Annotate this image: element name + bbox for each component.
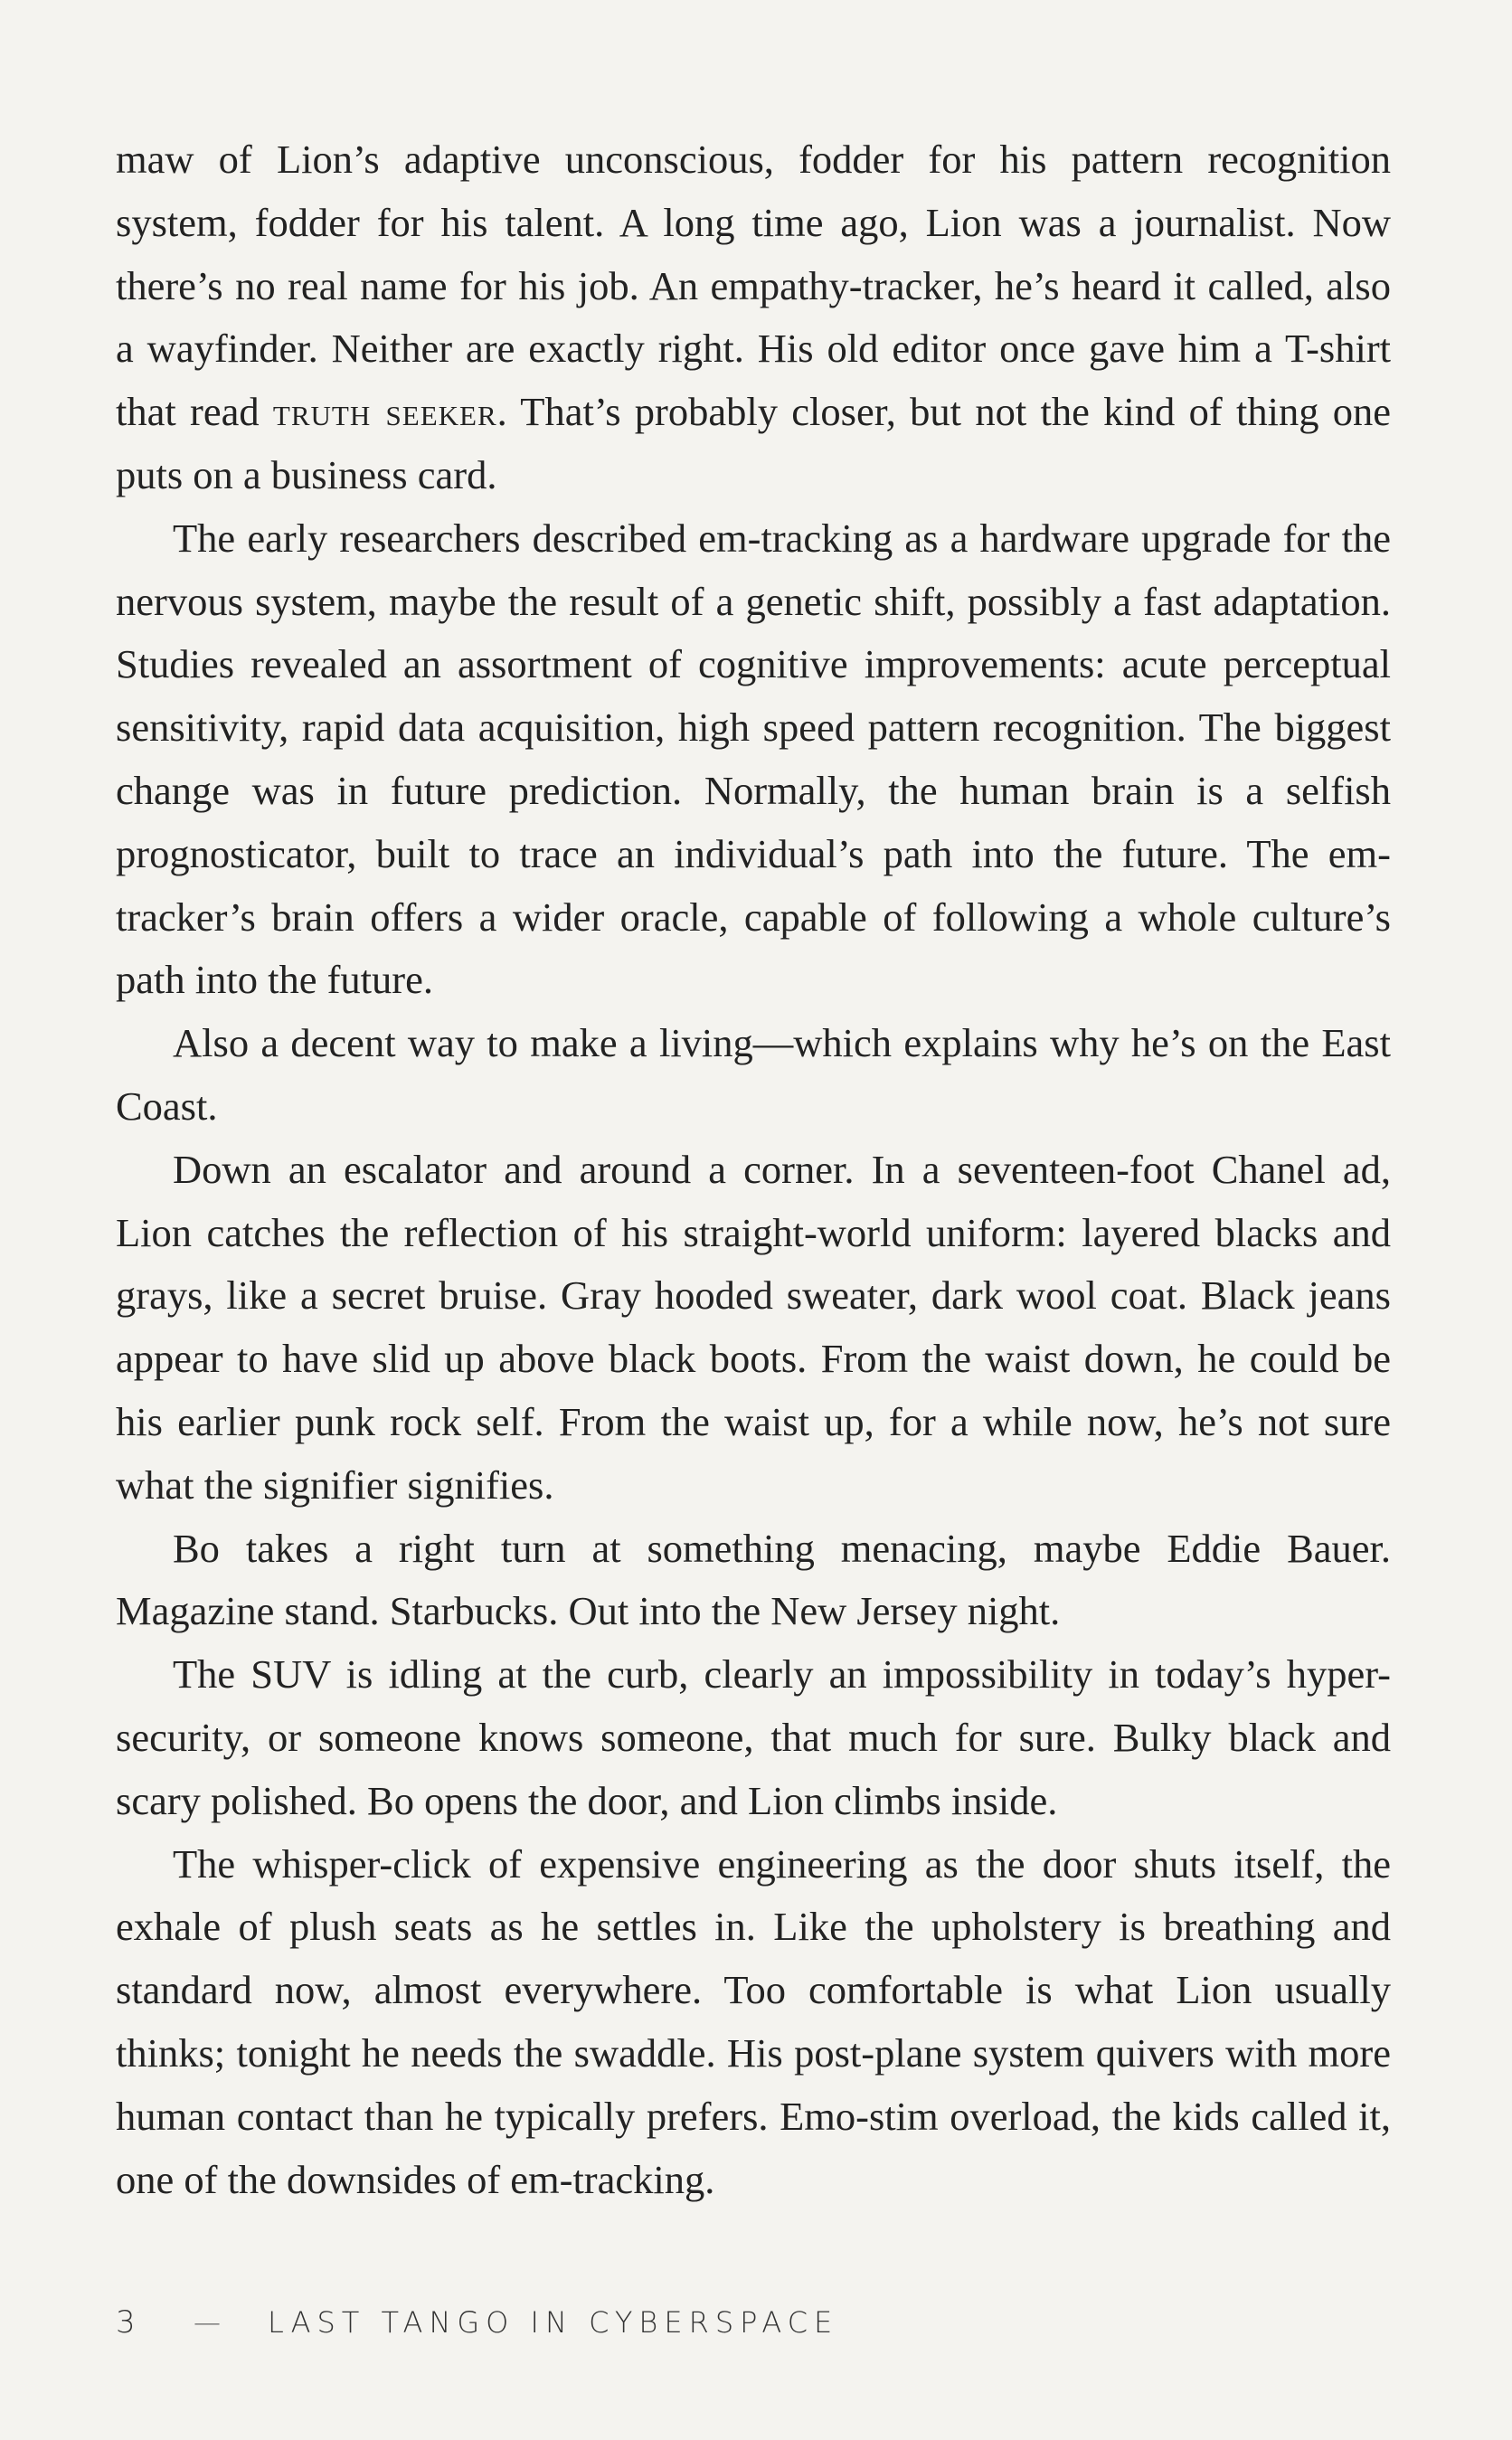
footer-separator: — — [194, 2306, 221, 2339]
truth-seeker-small-caps: truth seeker — [272, 389, 497, 435]
paragraph-1 — [116, 128, 1391, 507]
paragraph-1-part-3: . That’s probably closer, but not the kind of thing one puts on a business card. — [116, 389, 1391, 497]
paragraph-7: The whisper-click of expensive engineering as the door shuts itself, the exhale of plush seats as he settles in. Like the upholstery is breathing and standard now, almost everywhere. Too comfortable is what Lion usually thinks; tonight he needs the swaddle. His post-plane system quivers with more human contact than he typically prefers. Emo-stim overload, the kids called it, one of the downsides of em-tracking. — [116, 1840, 1391, 2202]
body-text — [116, 128, 1391, 2211]
paragraph-2: The early researchers described em-tracking as a hardware upgrade for the nervous system, maybe the result of a genetic shift, possibly a fast adaptation. Studies revealed an assortment of cognitive improvements: acute perceptual sensitivity, rapid data acquisition, high speed pattern recognition. The biggest change was in future prediction. Normally, the human brain is a selfish prognosticator, built to trace an individual’s path into the future. The em-tracker’s brain offers a wider oracle, capable of following a whole culture’s path into the future. — [116, 515, 1391, 1003]
page-footer — [116, 2295, 838, 2350]
paragraph-1-part-1: maw of Lion’s adaptive unconscious, fodder for his pattern recognition system, fodder for his talent. A long time ago, Lion was a journalist. Now there’s no real name for his job. An empathy-tracker, he’s heard it called, also a wayfinder. Neither are exactly right. His old editor once gave him a T-shirt that read — [116, 137, 1391, 435]
paragraph-5: Bo takes a right turn at something menacing, maybe Eddie Bauer. Magazine stand. Starbucks. Out into the New Jersey night. — [116, 1525, 1391, 1634]
paragraph-3: Also a decent way to make a living—which explains why he’s on the East Coast. — [116, 1020, 1391, 1129]
page-number: 3 — [116, 2304, 136, 2341]
paragraph-4: Down an escalator and around a corner. In a seventeen-foot Chanel ad, Lion catches the reflection of his straight-world uniform: layered blacks and grays, like a secret bruise. Gray hooded sweater, dark wool coat. Black jeans appear to have slid up above black boots. From the waist down, he could be his earlier punk rock self. From the waist up, for a while now, he’s not sure what the signifier signifies. — [116, 1146, 1391, 1508]
paragraph-6: The SUV is idling at the curb, clearly an impossibility in today’s hyper-security, or someone knows someone, that much for sure. Bulky black and scary polished. Bo opens the door, and Lion climbs inside. — [116, 1651, 1391, 1823]
running-title: LAST TANGO IN CYBERSPACE — [268, 2305, 839, 2340]
